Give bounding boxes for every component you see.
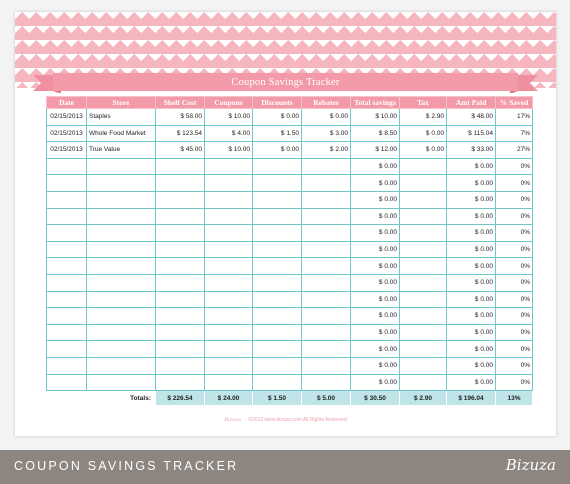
table-row xyxy=(47,109,533,126)
savings-table xyxy=(46,96,533,406)
cell-store[interactable] xyxy=(87,158,156,175)
cell-total-savings[interactable]: $ 8.50 xyxy=(351,125,400,142)
cell-rebates[interactable] xyxy=(302,175,351,192)
col-header-amt-paid: Amt Paid xyxy=(447,97,496,109)
cell-shelf-cost[interactable] xyxy=(156,191,205,208)
cell-shelf-cost[interactable]: $ 123.54 xyxy=(156,125,205,142)
cell-discounts[interactable]: $ 0.00 xyxy=(253,142,302,159)
cell-rebates[interactable] xyxy=(302,374,351,391)
cell-store[interactable] xyxy=(87,341,156,358)
table-row xyxy=(47,175,533,192)
cell-coupons[interactable]: $ 4.00 xyxy=(205,125,253,142)
cell-pct-saved[interactable]: 0% xyxy=(496,175,533,192)
cell-pct-saved[interactable]: 0% xyxy=(496,341,533,358)
cell-tax[interactable] xyxy=(400,175,447,192)
cell-amt-paid[interactable]: $ 33.00 xyxy=(447,142,496,159)
cell-store[interactable] xyxy=(87,357,156,374)
cell-amt-paid[interactable]: $ 0.00 xyxy=(447,357,496,374)
title-ribbon xyxy=(33,73,538,93)
cell-coupons[interactable] xyxy=(205,274,253,291)
cell-rebates[interactable] xyxy=(302,341,351,358)
cell-discounts[interactable] xyxy=(253,191,302,208)
footer-copyright xyxy=(15,417,556,423)
cell-store[interactable] xyxy=(87,175,156,192)
cell-tax[interactable] xyxy=(400,191,447,208)
cell-discounts[interactable] xyxy=(253,175,302,192)
cell-tax[interactable] xyxy=(400,324,447,341)
cell-rebates[interactable] xyxy=(302,208,351,225)
cell-date[interactable] xyxy=(47,274,87,291)
table-row xyxy=(47,208,533,225)
cell-discounts[interactable] xyxy=(253,208,302,225)
cell-store[interactable] xyxy=(87,241,156,258)
cell-rebates[interactable]: $ 3.00 xyxy=(302,125,351,142)
total-amt-paid: $ 196.04 xyxy=(447,391,496,406)
page-title: Coupon Savings Tracker xyxy=(231,77,340,88)
cell-date[interactable] xyxy=(47,341,87,358)
cell-tax[interactable] xyxy=(400,308,447,325)
cell-coupons[interactable]: $ 10.00 xyxy=(205,142,253,159)
table-row xyxy=(47,357,533,374)
cell-pct-saved[interactable]: 7% xyxy=(496,125,533,142)
col-header-discounts: Discounts xyxy=(253,97,302,109)
cell-amt-paid[interactable]: $ 0.00 xyxy=(447,324,496,341)
cell-pct-saved[interactable]: 0% xyxy=(496,225,533,242)
cell-rebates[interactable] xyxy=(302,258,351,275)
cell-date[interactable] xyxy=(47,258,87,275)
cell-amt-paid[interactable]: $ 0.00 xyxy=(447,258,496,275)
cell-coupons[interactable] xyxy=(205,191,253,208)
bottom-banner xyxy=(0,450,570,484)
cell-discounts[interactable] xyxy=(253,241,302,258)
cell-total-savings[interactable]: $ 0.00 xyxy=(351,291,400,308)
cell-date[interactable]: 02/15/2013 xyxy=(47,109,87,126)
cell-amt-paid[interactable]: $ 48.00 xyxy=(447,109,496,126)
cell-date[interactable] xyxy=(47,191,87,208)
table-row xyxy=(47,258,533,275)
cell-tax[interactable] xyxy=(400,291,447,308)
cell-store[interactable]: True Value xyxy=(87,142,156,159)
cell-coupons[interactable] xyxy=(205,241,253,258)
cell-coupons[interactable] xyxy=(205,324,253,341)
table-row xyxy=(47,308,533,325)
cell-shelf-cost[interactable] xyxy=(156,208,205,225)
cell-amt-paid[interactable]: $ 0.00 xyxy=(447,341,496,358)
cell-tax[interactable] xyxy=(400,208,447,225)
cell-amt-paid[interactable]: $ 0.00 xyxy=(447,225,496,242)
cell-shelf-cost[interactable]: $ 45.00 xyxy=(156,142,205,159)
cell-date[interactable] xyxy=(47,175,87,192)
cell-tax[interactable] xyxy=(400,241,447,258)
cell-discounts[interactable] xyxy=(253,274,302,291)
cell-store[interactable] xyxy=(87,191,156,208)
cell-total-savings[interactable]: $ 0.00 xyxy=(351,158,400,175)
cell-discounts[interactable] xyxy=(253,374,302,391)
cell-shelf-cost[interactable] xyxy=(156,357,205,374)
cell-rebates[interactable] xyxy=(302,324,351,341)
cell-pct-saved[interactable]: 0% xyxy=(496,308,533,325)
cell-store[interactable] xyxy=(87,324,156,341)
total-savings: $ 30.50 xyxy=(351,391,400,406)
cell-coupons[interactable]: $ 10.00 xyxy=(205,109,253,126)
cell-shelf-cost[interactable]: $ 58.00 xyxy=(156,109,205,126)
cell-total-savings[interactable]: $ 0.00 xyxy=(351,241,400,258)
cell-discounts[interactable] xyxy=(253,324,302,341)
table-row xyxy=(47,374,533,391)
cell-amt-paid[interactable]: $ 0.00 xyxy=(447,158,496,175)
banner-title: COUPON SAVINGS TRACKER xyxy=(14,459,239,473)
cell-shelf-cost[interactable] xyxy=(156,175,205,192)
cell-total-savings[interactable]: $ 0.00 xyxy=(351,175,400,192)
cell-total-savings[interactable]: $ 12.00 xyxy=(351,142,400,159)
cell-tax[interactable] xyxy=(400,357,447,374)
cell-pct-saved[interactable]: 0% xyxy=(496,191,533,208)
cell-total-savings[interactable]: $ 10.00 xyxy=(351,109,400,126)
cell-total-savings[interactable]: $ 0.00 xyxy=(351,341,400,358)
cell-coupons[interactable] xyxy=(205,208,253,225)
total-coupons: $ 24.00 xyxy=(205,391,253,406)
cell-discounts[interactable]: $ 1.50 xyxy=(253,125,302,142)
col-header-coupons: Coupons xyxy=(205,97,253,109)
cell-discounts[interactable] xyxy=(253,258,302,275)
cell-discounts[interactable] xyxy=(253,357,302,374)
cell-store[interactable] xyxy=(87,258,156,275)
cell-rebates[interactable]: $ 2.00 xyxy=(302,142,351,159)
cell-discounts[interactable] xyxy=(253,291,302,308)
cell-amt-paid[interactable]: $ 0.00 xyxy=(447,274,496,291)
table-row xyxy=(47,324,533,341)
cell-total-savings[interactable]: $ 0.00 xyxy=(351,374,400,391)
cell-total-savings[interactable]: $ 0.00 xyxy=(351,225,400,242)
cell-tax[interactable]: $ 0.00 xyxy=(400,142,447,159)
cell-store[interactable] xyxy=(87,374,156,391)
totals-label: Totals: xyxy=(130,394,151,402)
col-header-pct-saved: % Saved xyxy=(496,97,533,109)
cell-discounts[interactable] xyxy=(253,158,302,175)
header-row xyxy=(47,97,533,109)
cell-amt-paid[interactable]: $ 0.00 xyxy=(447,175,496,192)
cell-coupons[interactable] xyxy=(205,308,253,325)
cell-shelf-cost[interactable] xyxy=(156,324,205,341)
cell-total-savings[interactable]: $ 0.00 xyxy=(351,274,400,291)
cell-pct-saved[interactable]: 0% xyxy=(496,324,533,341)
cell-pct-saved[interactable]: 0% xyxy=(496,291,533,308)
table-row xyxy=(47,341,533,358)
cell-shelf-cost[interactable] xyxy=(156,225,205,242)
cell-shelf-cost[interactable] xyxy=(156,258,205,275)
cell-coupons[interactable] xyxy=(205,291,253,308)
cell-date[interactable] xyxy=(47,324,87,341)
cell-rebates[interactable]: $ 0.00 xyxy=(302,109,351,126)
cell-tax[interactable] xyxy=(400,374,447,391)
cell-coupons[interactable] xyxy=(205,374,253,391)
cell-pct-saved[interactable]: 27% xyxy=(496,142,533,159)
total-pct-saved: 13% xyxy=(496,391,533,406)
table-row xyxy=(47,125,533,142)
table-row xyxy=(47,158,533,175)
cell-rebates[interactable] xyxy=(302,357,351,374)
cell-pct-saved[interactable]: 0% xyxy=(496,258,533,275)
cell-coupons[interactable] xyxy=(205,258,253,275)
cell-shelf-cost[interactable] xyxy=(156,341,205,358)
cell-coupons[interactable] xyxy=(205,357,253,374)
table-row xyxy=(47,241,533,258)
cell-tax[interactable] xyxy=(400,225,447,242)
cell-amt-paid[interactable]: $ 0.00 xyxy=(447,291,496,308)
table-row xyxy=(47,142,533,159)
cell-date[interactable] xyxy=(47,374,87,391)
col-header-store: Store xyxy=(87,97,156,109)
cell-shelf-cost[interactable] xyxy=(156,158,205,175)
cell-date[interactable]: 02/15/2013 xyxy=(47,125,87,142)
cell-amt-paid[interactable]: $ 0.00 xyxy=(447,308,496,325)
cell-pct-saved[interactable]: 0% xyxy=(496,357,533,374)
cell-pct-saved[interactable]: 0% xyxy=(496,274,533,291)
cell-pct-saved[interactable]: 0% xyxy=(496,374,533,391)
cell-coupons[interactable] xyxy=(205,341,253,358)
cell-amt-paid[interactable]: $ 115.04 xyxy=(447,125,496,142)
cell-discounts[interactable]: $ 0.00 xyxy=(253,109,302,126)
cell-rebates[interactable] xyxy=(302,225,351,242)
cell-date[interactable] xyxy=(47,225,87,242)
cell-rebates[interactable] xyxy=(302,158,351,175)
cell-amt-paid[interactable]: $ 0.00 xyxy=(447,374,496,391)
cell-pct-saved[interactable]: 0% xyxy=(496,208,533,225)
col-header-rebates: Rebates xyxy=(302,97,351,109)
cell-tax[interactable] xyxy=(400,158,447,175)
table-row xyxy=(47,225,533,242)
cell-store[interactable] xyxy=(87,308,156,325)
table-row xyxy=(47,291,533,308)
total-tax: $ 2.90 xyxy=(400,391,447,406)
cell-tax[interactable] xyxy=(400,341,447,358)
table-row xyxy=(47,274,533,291)
cell-total-savings[interactable]: $ 0.00 xyxy=(351,208,400,225)
col-header-tax: Tax xyxy=(400,97,447,109)
cell-total-savings[interactable]: $ 0.00 xyxy=(351,324,400,341)
cell-store[interactable] xyxy=(87,291,156,308)
cell-total-savings[interactable]: $ 0.00 xyxy=(351,357,400,374)
cell-store[interactable] xyxy=(87,208,156,225)
cell-shelf-cost[interactable] xyxy=(156,241,205,258)
cell-date[interactable] xyxy=(47,158,87,175)
cell-shelf-cost[interactable] xyxy=(156,374,205,391)
cell-store[interactable] xyxy=(87,274,156,291)
col-header-date: Date xyxy=(47,97,87,109)
brand-logo: Bizuza xyxy=(505,456,556,474)
cell-pct-saved[interactable]: 17% xyxy=(496,109,533,126)
cell-tax[interactable] xyxy=(400,274,447,291)
total-shelf-cost: $ 226.54 xyxy=(156,391,205,406)
cell-coupons[interactable] xyxy=(205,175,253,192)
footer-brand-logo: Bizuza xyxy=(224,417,241,423)
cell-pct-saved[interactable]: 0% xyxy=(496,158,533,175)
tracker-sheet xyxy=(15,12,556,436)
total-discounts: $ 1.50 xyxy=(253,391,302,406)
cell-store[interactable] xyxy=(87,225,156,242)
cell-date[interactable] xyxy=(47,308,87,325)
cell-shelf-cost[interactable] xyxy=(156,308,205,325)
total-rebates: $ 5.00 xyxy=(302,391,351,406)
cell-discounts[interactable] xyxy=(253,225,302,242)
cell-discounts[interactable] xyxy=(253,308,302,325)
cell-rebates[interactable] xyxy=(302,191,351,208)
cell-tax[interactable] xyxy=(400,258,447,275)
col-header-total-savings: Total savings xyxy=(351,97,400,109)
cell-total-savings[interactable]: $ 0.00 xyxy=(351,191,400,208)
cell-amt-paid[interactable]: $ 0.00 xyxy=(447,191,496,208)
cell-rebates[interactable] xyxy=(302,308,351,325)
cell-store[interactable]: Staples xyxy=(87,109,156,126)
cell-discounts[interactable] xyxy=(253,341,302,358)
cell-pct-saved[interactable]: 0% xyxy=(496,241,533,258)
cell-total-savings[interactable]: $ 0.00 xyxy=(351,258,400,275)
table-row xyxy=(47,191,533,208)
cell-rebates[interactable] xyxy=(302,241,351,258)
cell-total-savings[interactable]: $ 0.00 xyxy=(351,308,400,325)
cell-rebates[interactable] xyxy=(302,291,351,308)
cell-date[interactable]: 02/15/2013 xyxy=(47,142,87,159)
cell-date[interactable] xyxy=(47,208,87,225)
col-header-shelf-cost: Shelf Cost xyxy=(156,97,205,109)
cell-tax[interactable]: $ 2.90 xyxy=(400,109,447,126)
cell-rebates[interactable] xyxy=(302,274,351,291)
cell-date[interactable] xyxy=(47,357,87,374)
cell-date[interactable] xyxy=(47,241,87,258)
totals-row xyxy=(47,391,533,406)
cell-shelf-cost[interactable] xyxy=(156,291,205,308)
footer-copyright-text: ©2013 www.bizuza.com All Rights Reserved xyxy=(248,417,347,423)
cell-amt-paid[interactable]: $ 0.00 xyxy=(447,208,496,225)
cell-tax[interactable]: $ 0.00 xyxy=(400,125,447,142)
cell-amt-paid[interactable]: $ 0.00 xyxy=(447,241,496,258)
cell-store[interactable]: Whole Food Market xyxy=(87,125,156,142)
cell-coupons[interactable] xyxy=(205,158,253,175)
cell-coupons[interactable] xyxy=(205,225,253,242)
cell-shelf-cost[interactable] xyxy=(156,274,205,291)
cell-date[interactable] xyxy=(47,291,87,308)
